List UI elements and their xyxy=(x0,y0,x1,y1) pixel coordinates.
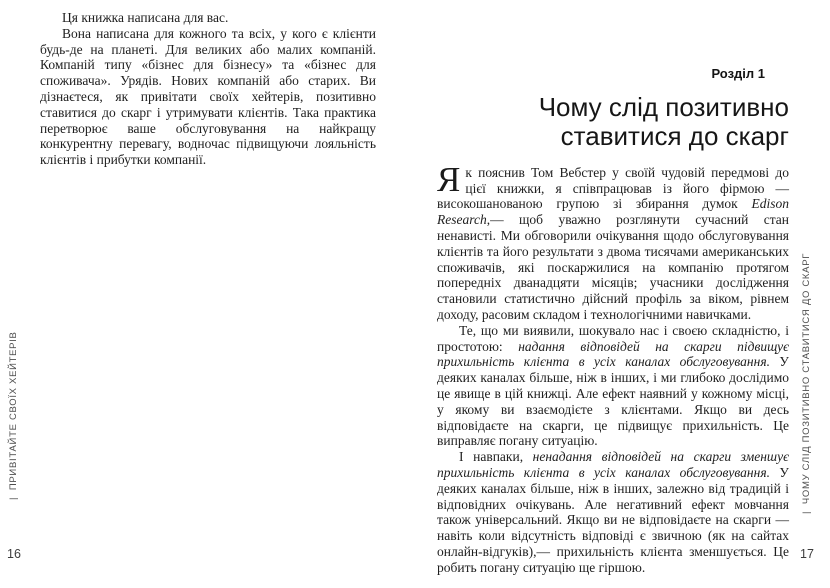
text-run: І навпаки, xyxy=(459,449,533,465)
chapter-title: Чому слід позитивно ставитися до скарг xyxy=(538,91,789,152)
chapter-label: Розділ 1 xyxy=(711,66,765,81)
text-run: к пояснив Том Вебстер у своїй чудовій передмові до цієї книжки, я співпрацював із його фірмою — високошанованою групою зі збирання думок xyxy=(437,164,789,212)
left-page-body xyxy=(40,10,376,168)
right-running-title: | ЧОМУ СЛІД ПОЗИТИВНО СТАВИТИСЯ ДО СКАРГ xyxy=(801,252,812,514)
text-run-italic: надання відповідей на скарги підвищує прихильність клієнта в усіх каналах обслуговування. xyxy=(437,338,790,370)
paragraph xyxy=(437,323,789,449)
text-run: У деяких каналах більше, ніж в інших, залежно від традицій і відповідних очікувань. Але негативний ефект мовчання також універсальний. Якщо ви не відповідаєте на скарги — навіть коли відсутність відповіді є звичною (як на сайтах онлайн-відгуків),— прихильність клієнта зменшується. Це робить погану ситуацію ще гіршою. xyxy=(437,464,789,575)
text-run: Ця книжка написана для вас. xyxy=(62,10,229,25)
right-page-body xyxy=(437,66,789,576)
text-run-italic: ненадання відповідей на скарги зменшує прихильність клієнта в усіх каналах обслуговування. xyxy=(437,449,789,480)
text-run: Вона написана для кожного та всіх, у кого є клієнти будь-де на планеті. Для великих або малих компаній. Компаній типу «бізнес для бізнесу» та «бізнес для споживача». Урядів. Нових компаній або старих. Ви дізнаєтеся, як привітати своїх хейтерів, позитивно ставитися до скарг і утримувати клієнтів. Така практика перетворює ваше обслуговування на найкращу конкурентну перевагу, водночас підвищуючи лояльність клієнтів і прибутки компанії. xyxy=(40,25,376,168)
chapter-text xyxy=(437,159,790,576)
left-page-number: 16 xyxy=(7,547,21,561)
paragraph xyxy=(40,26,376,168)
paragraph xyxy=(40,10,376,26)
left-running-title: | ПРИВІТАЙТЕ СВОЇХ ХЕЙТЕРІВ xyxy=(8,331,19,500)
paragraph xyxy=(437,159,789,323)
right-page-number: 17 xyxy=(800,547,814,561)
paragraph xyxy=(437,449,789,575)
text-run: У деяких каналах більше, ніж в інших, і ми глибоко дослідимо це явище в цій книжці. Але ефект наявний у кожному місці, у якому ви взаємодієте з клієнтами. Якщо ви десь відповідаєте на скарги, це підвищує прихильність. Це виправляє погану ситуацію. xyxy=(437,354,789,449)
drop-cap: Я xyxy=(437,159,461,199)
text-run: ,— щоб уважно розглянути сучасний стан ненависті. Ми обговорили очікування щодо обслуговування клієнтів та його результати з двома тисячами американських споживачів, які поскаржилися на компанію протягом попередніх дванадцяти місяців; учасники дослідження становили статистично дійсний профіль за віком, рівнем доходу, расовим складом і технологічними навичками. xyxy=(437,212,789,322)
text-run-italic: Edison Research xyxy=(437,196,789,228)
text-run: Те, що ми виявили, шокувало нас і своєю складністю, і простотою: xyxy=(437,322,789,354)
